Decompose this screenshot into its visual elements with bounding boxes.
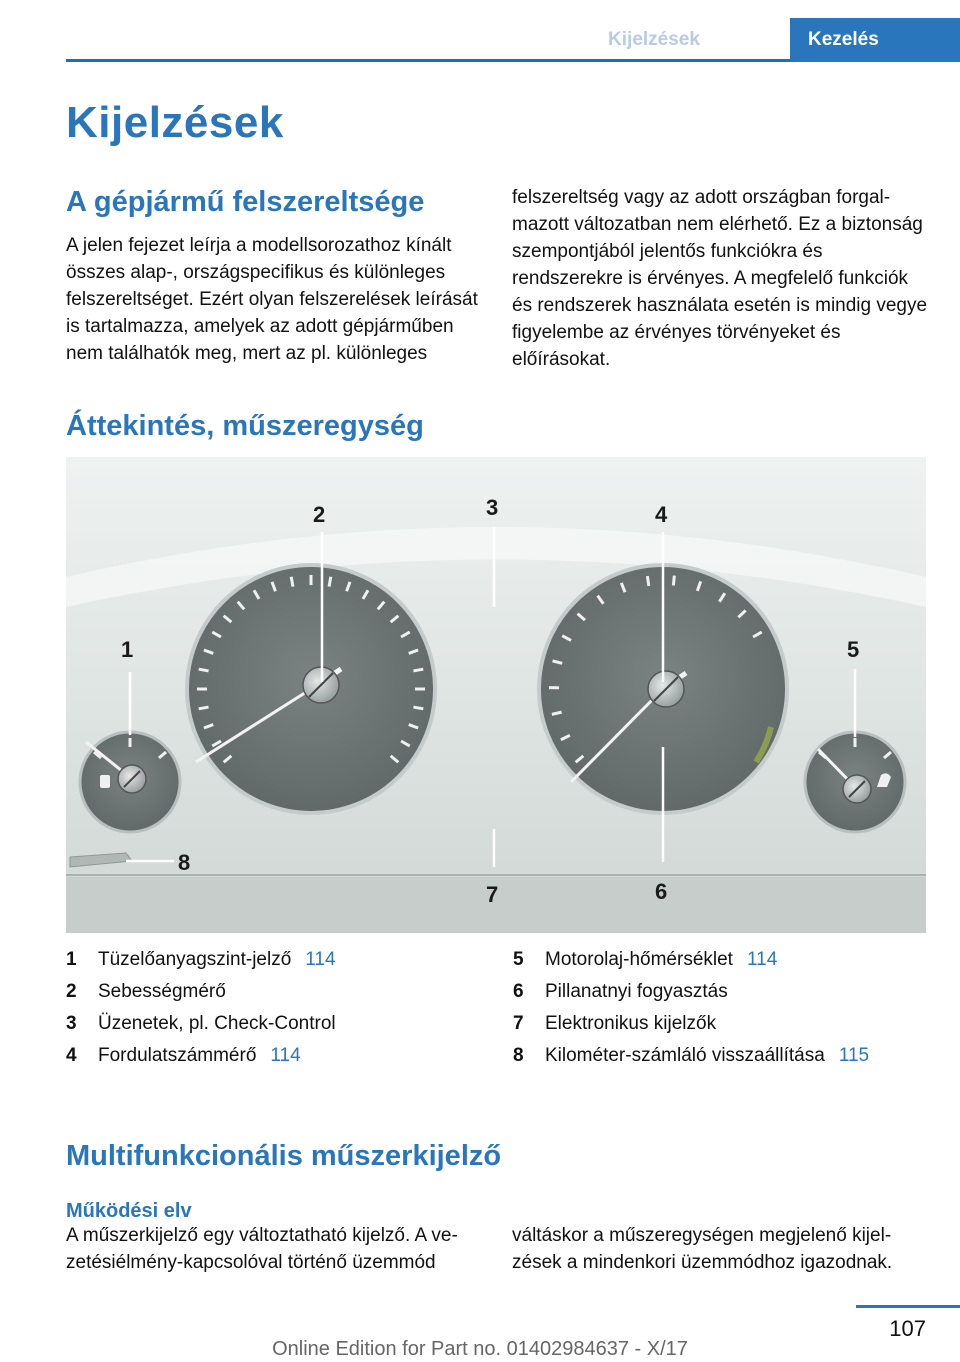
page-reference-link[interactable]: 114 <box>746 949 778 970</box>
legend-label: Tüzelőanyagszint-jelző <box>98 949 292 970</box>
legend-label: Elektronikus kijelzők <box>545 1013 717 1034</box>
legend-label: Pillanatnyi fogyasztás <box>545 981 728 1002</box>
dial-tick <box>199 669 209 671</box>
callout-1: 1 <box>121 637 134 662</box>
dial-tick <box>413 669 423 671</box>
legend-item-2 <box>66 976 336 1008</box>
section-heading-multifunkcionalis: Multifunkcionális műszerkijelző <box>66 1140 502 1172</box>
paragraph-left-1: A jelen fejezet leírja a modellsorozathoz kínált összes alap-, országspecifikus és különleges felszereltséget. Ezért olyan felszerelések leírását is tartalmazza, amelyek az adott gépjárműben nem találhatók meg, mert az pl. különleges <box>66 235 478 364</box>
page-title: Kijelzések <box>66 98 284 147</box>
subheading-mukodesi-elv: Működési elv <box>66 1200 192 1222</box>
page-number: 107 <box>889 1316 926 1341</box>
dial-tick <box>647 576 648 586</box>
dial-tick <box>413 707 423 709</box>
paragraph-left-3: A műszerkijelző egy változtatható kijelző. A vezetésiélmény-kapcsolóval történő üzemmód <box>66 1225 458 1273</box>
page-reference-link[interactable]: 114 <box>270 1045 301 1066</box>
callout-4: 4 <box>655 502 668 527</box>
legend-item-5 <box>513 944 869 976</box>
section-heading-felszereltseg: A gépjármű felszereltsége <box>66 186 425 218</box>
callout-2: 2 <box>313 502 326 527</box>
paragraph-right-3: váltáskor a műszeregységen megjelenő kijelzések a mindenkori üzemmódhoz igazodnak. <box>512 1225 893 1273</box>
legend-number: 4 <box>66 1045 77 1066</box>
legend-number: 3 <box>66 1013 77 1034</box>
legend-number: 7 <box>513 1013 524 1034</box>
legend-item-7 <box>513 1008 869 1040</box>
legend-item-6 <box>513 976 869 1008</box>
dial-tick <box>199 707 209 709</box>
page-number-divider <box>856 1305 960 1308</box>
legend-number: 5 <box>513 949 524 970</box>
legend-label: Üzenetek, pl. Check-Control <box>98 1013 336 1034</box>
section-heading-attekintes: Áttekintés, műszeregység <box>66 410 424 442</box>
page-reference-link[interactable]: 115 <box>838 1045 870 1066</box>
legend-item-4 <box>66 1040 336 1072</box>
paragraph-right-1: felszereltség vagy az adott országban forgalmazott változatban nem elérhető. Ez a biztonság szempontjából jelentős funkciókra és rendszerekre is érvényes. A megfelelő funkciók és rendszerek használata esetén is mindig vegye figyelembe az érvényes törvényeket és előírásokat. <box>512 187 928 370</box>
legend-number: 1 <box>66 949 77 970</box>
legend-left <box>66 944 336 1072</box>
dial-tick <box>673 576 674 586</box>
legend-number: 6 <box>513 981 524 1002</box>
legend-right <box>513 944 869 1072</box>
instrument-cluster-illustration <box>66 457 926 933</box>
tab-kijelzesek[interactable]: Kijelzések <box>608 29 700 50</box>
legend-label: Kilométer-számláló visszaállítása <box>545 1045 825 1066</box>
callout-6: 6 <box>655 879 668 904</box>
legend-label: Motorolaj-hőmérséklet <box>545 949 733 970</box>
dial-tick <box>291 577 293 587</box>
callout-8: 8 <box>178 850 191 875</box>
instrument-cluster-figure <box>66 457 926 933</box>
legend-item-1 <box>66 944 336 976</box>
callout-7: 7 <box>486 882 499 907</box>
callout-5: 5 <box>847 637 860 662</box>
legend-label: Sebességmérő <box>98 981 226 1002</box>
page-reference-link[interactable]: 114 <box>305 949 336 970</box>
fuel-icon <box>100 775 110 788</box>
legend-number: 2 <box>66 981 77 1002</box>
dial-tick <box>329 577 331 587</box>
tab-kezeles[interactable]: Kezelés <box>790 18 960 62</box>
footer-edition: Online Edition for Part no. 01402984637 - X/17 <box>272 1338 688 1360</box>
legend-item-8 <box>513 1040 869 1072</box>
legend-label: Fordulatszámmérő <box>98 1045 257 1066</box>
callout-3: 3 <box>486 495 499 520</box>
header-bar <box>66 18 960 62</box>
legend-item-3 <box>66 1008 336 1040</box>
legend-number: 8 <box>513 1045 524 1066</box>
